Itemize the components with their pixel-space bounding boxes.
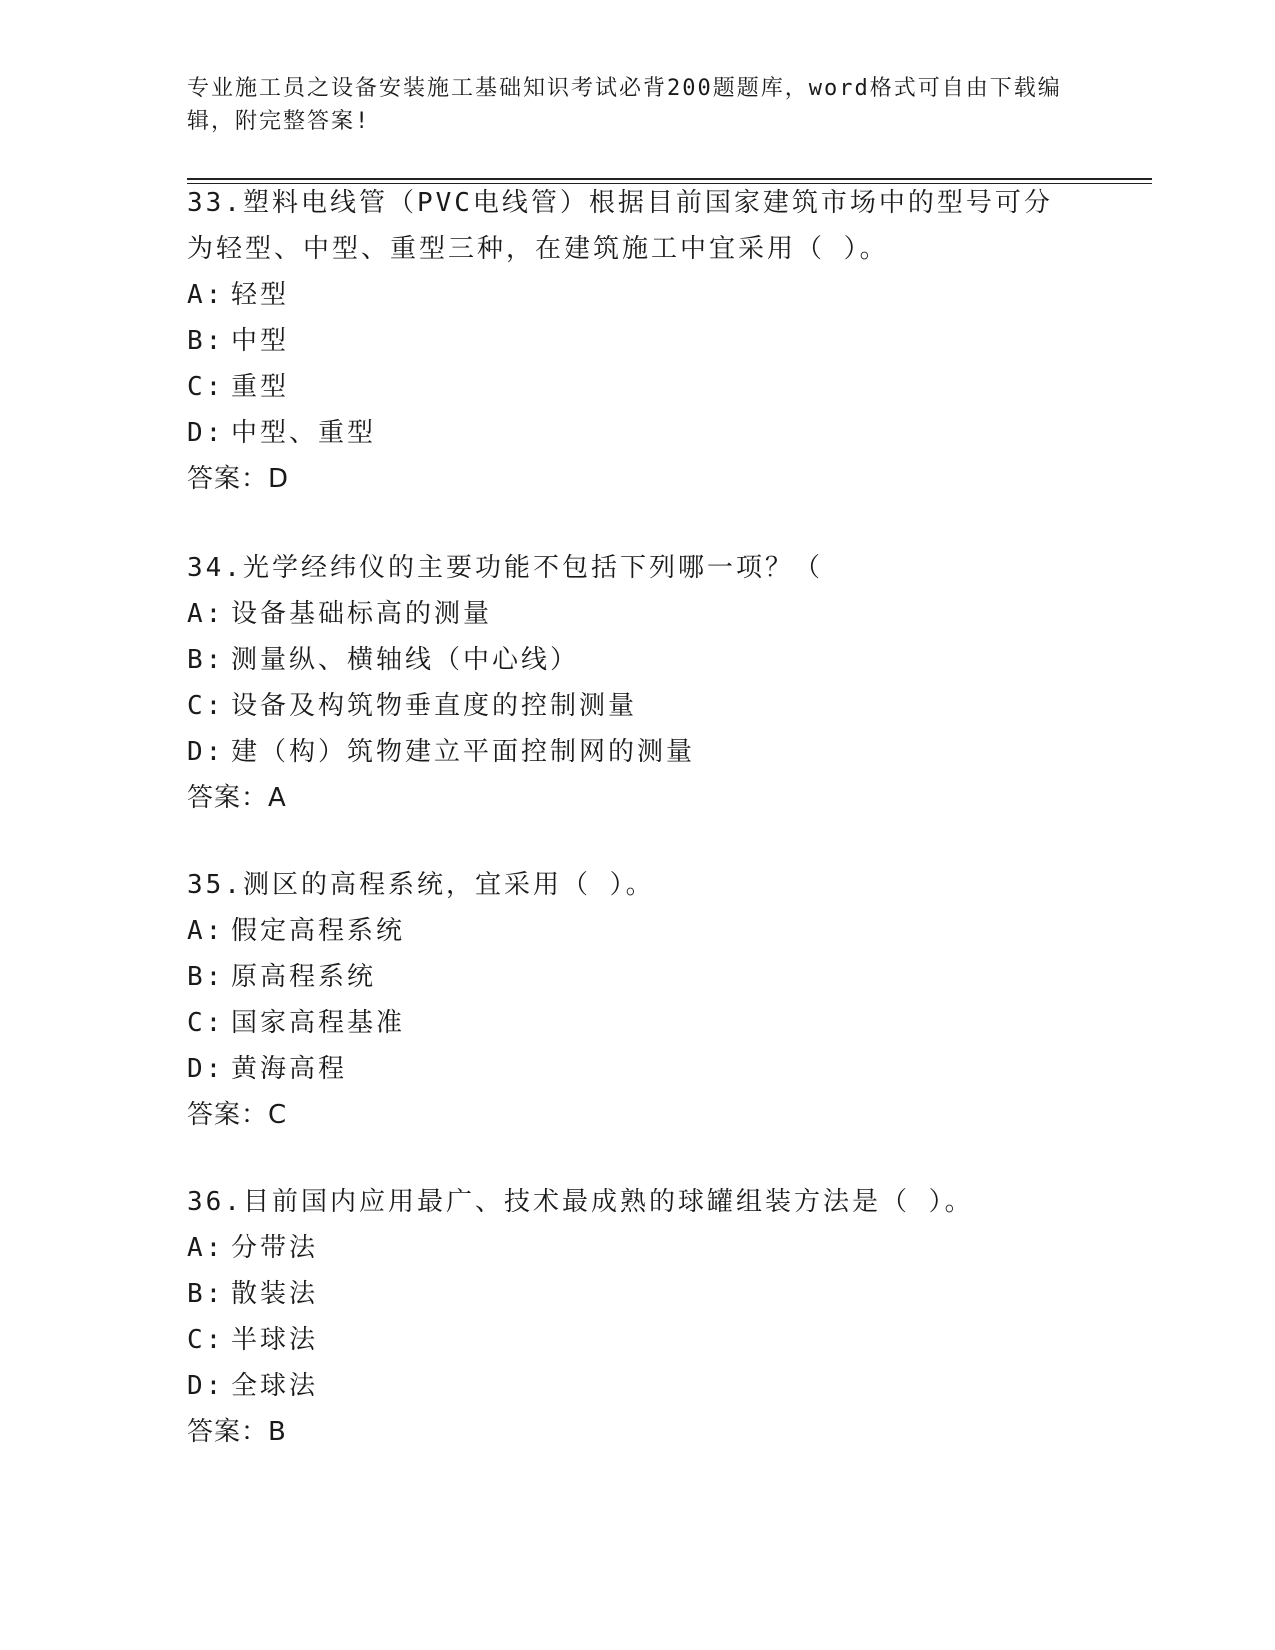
option-text: 半球法	[231, 1325, 319, 1355]
option-d	[187, 1046, 1067, 1092]
option-a	[187, 908, 1067, 954]
answer-line: 答案：C	[187, 1100, 288, 1130]
option-key: C:	[187, 691, 225, 721]
option-c	[187, 364, 1067, 410]
option-a	[187, 1225, 1067, 1271]
option-text: 散装法	[231, 1279, 319, 1309]
option-key: C:	[187, 1325, 225, 1355]
option-key: A:	[187, 280, 225, 310]
option-text: 分带法	[231, 1233, 319, 1263]
answer-line: 答案：B	[187, 1417, 287, 1447]
option-text: 设备基础标高的测量	[231, 599, 493, 629]
answer-line: 答案：A	[187, 783, 287, 813]
option-c	[187, 683, 1067, 729]
option-key: D:	[187, 1371, 225, 1401]
option-text: 测量纵、横轴线（中心线）	[231, 645, 580, 675]
option-key: B:	[187, 326, 225, 356]
option-d	[187, 410, 1067, 456]
option-key: B:	[187, 645, 225, 675]
option-key: C:	[187, 372, 225, 402]
question-stem: 34.光学经纬仪的主要功能不包括下列哪一项？（	[187, 553, 823, 583]
question-35	[187, 862, 1067, 1138]
question-34	[187, 545, 1067, 821]
option-text: 建（构）筑物建立平面控制网的测量	[231, 737, 696, 767]
option-b	[187, 954, 1067, 1000]
question-stem: 36.目前国内应用最广、技术最成熟的球罐组装方法是（ ）。	[187, 1187, 974, 1217]
option-text: 国家高程基准	[231, 1008, 406, 1038]
option-d	[187, 729, 1067, 775]
option-key: D:	[187, 737, 225, 767]
option-d	[187, 1363, 1067, 1409]
option-a	[187, 591, 1067, 637]
option-b	[187, 1271, 1067, 1317]
option-c	[187, 1317, 1067, 1363]
option-text: 假定高程系统	[231, 916, 406, 946]
option-key: B:	[187, 1279, 225, 1309]
document-header: 专业施工员之设备安装施工基础知识考试必背200题题库，word格式可自由下载编辑，附完整答案!	[187, 76, 1062, 134]
option-key: C:	[187, 1008, 225, 1038]
option-key: A:	[187, 916, 225, 946]
option-key: D:	[187, 418, 225, 448]
option-text: 重型	[231, 372, 290, 402]
option-text: 黄海高程	[231, 1054, 348, 1084]
option-key: B:	[187, 962, 225, 992]
option-text: 全球法	[231, 1371, 319, 1401]
question-stem: 35.测区的高程系统，宜采用（ ）。	[187, 870, 655, 900]
question-stem: 33.塑料电线管（PVC电线管）根据目前国家建筑市场中的型号可分为轻型、中型、重型三种，在建筑施工中宜采用（ ）。	[187, 188, 1053, 264]
option-text: 轻型	[231, 280, 290, 310]
option-key: A:	[187, 599, 225, 629]
question-33	[187, 180, 1067, 502]
option-c	[187, 1000, 1067, 1046]
question-36	[187, 1179, 1067, 1455]
option-text: 原高程系统	[231, 962, 377, 992]
option-text: 中型	[231, 326, 290, 356]
option-text: 设备及构筑物垂直度的控制测量	[231, 691, 638, 721]
option-key: A:	[187, 1233, 225, 1263]
option-a	[187, 272, 1067, 318]
option-text: 中型、重型	[231, 418, 377, 448]
option-b	[187, 637, 1067, 683]
option-b	[187, 318, 1067, 364]
answer-line: 答案：D	[187, 464, 290, 494]
option-key: D:	[187, 1054, 225, 1084]
